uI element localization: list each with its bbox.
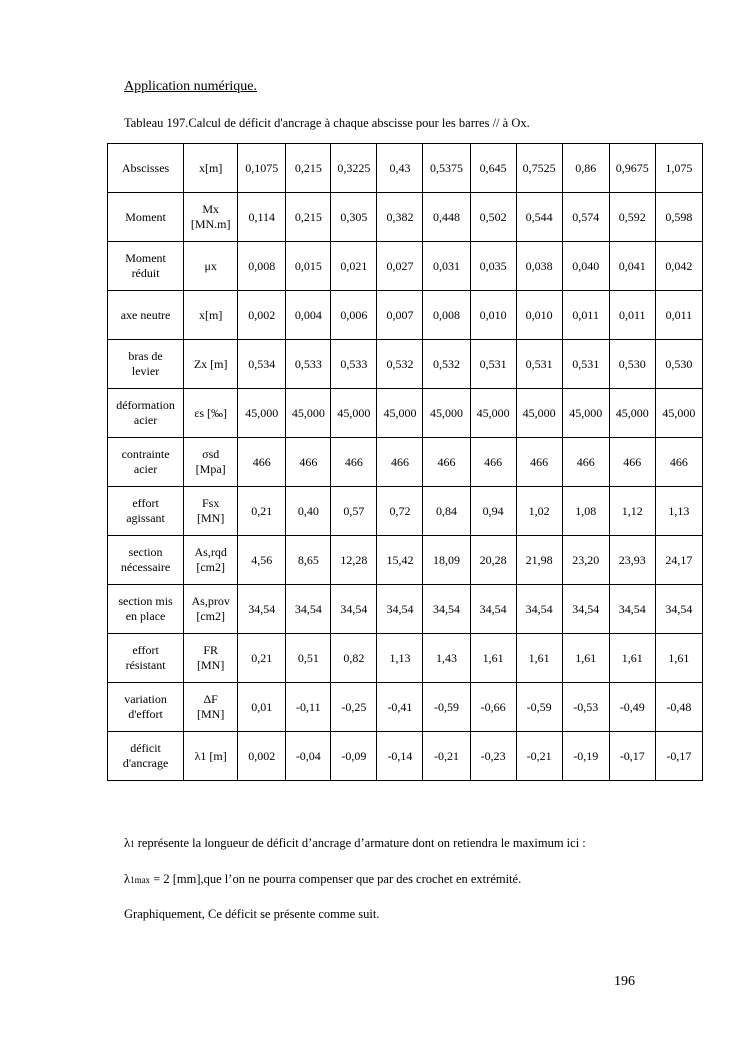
table-cell: 1,075 <box>655 144 702 193</box>
table-cell: 0,72 <box>377 487 423 536</box>
table-cell: 45,000 <box>238 389 286 438</box>
lambda1-text: représente la longueur de déficit d’ancrage d’armature dont on retiendra le maximum ici : <box>134 836 586 850</box>
table-cell: 0,027 <box>377 242 423 291</box>
row-symbol: εs [‰] <box>184 389 238 438</box>
row-symbol: Zx [m] <box>184 340 238 389</box>
table-body <box>108 144 703 781</box>
table-cell: 0,305 <box>331 193 377 242</box>
row-label: variation d'effort <box>108 683 184 732</box>
table-cell: 0,531 <box>470 340 516 389</box>
table-cell: 0,01 <box>238 683 286 732</box>
row-symbol: ΔF [MN] <box>184 683 238 732</box>
table-cell: 0,031 <box>423 242 470 291</box>
table-row <box>108 683 703 732</box>
row-label: axe neutre <box>108 291 184 340</box>
table-cell: 0,002 <box>238 732 286 781</box>
table-cell: 23,20 <box>562 536 609 585</box>
table-cell: 0,1075 <box>238 144 286 193</box>
table-cell: 0,9675 <box>609 144 655 193</box>
table-cell: 0,532 <box>423 340 470 389</box>
row-label: effort agissant <box>108 487 184 536</box>
table-cell: 0,502 <box>470 193 516 242</box>
table-cell: 0,040 <box>562 242 609 291</box>
table-cell: 0,011 <box>562 291 609 340</box>
table-cell: 45,000 <box>331 389 377 438</box>
table-cell: -0,17 <box>655 732 702 781</box>
row-label: section nécessaire <box>108 536 184 585</box>
table-cell: 466 <box>423 438 470 487</box>
table-cell: 23,93 <box>609 536 655 585</box>
table-cell: -0,25 <box>331 683 377 732</box>
table-cell: -0,11 <box>286 683 331 732</box>
table-row <box>108 732 703 781</box>
table-cell: 1,08 <box>562 487 609 536</box>
table-cell: 0,592 <box>609 193 655 242</box>
table-cell: 1,61 <box>655 634 702 683</box>
table-cell: 1,61 <box>470 634 516 683</box>
row-label: Moment <box>108 193 184 242</box>
table-row <box>108 487 703 536</box>
table-cell: 0,008 <box>238 242 286 291</box>
table-cell: -0,09 <box>331 732 377 781</box>
table-cell: 4,56 <box>238 536 286 585</box>
table-cell: 0,011 <box>609 291 655 340</box>
table-cell: 0,21 <box>238 487 286 536</box>
table-cell: 34,54 <box>238 585 286 634</box>
table-cell: 34,54 <box>470 585 516 634</box>
table-cell: 0,021 <box>331 242 377 291</box>
table-cell: 1,13 <box>377 634 423 683</box>
table-cell: 1,61 <box>516 634 562 683</box>
table-cell: 0,57 <box>331 487 377 536</box>
table-cell: 0,534 <box>238 340 286 389</box>
row-symbol: x[m] <box>184 291 238 340</box>
table-cell: 0,533 <box>286 340 331 389</box>
table-cell: 0,51 <box>286 634 331 683</box>
table-cell: 0,530 <box>609 340 655 389</box>
table-row <box>108 193 703 242</box>
table-cell: 21,98 <box>516 536 562 585</box>
anchorage-deficit-table <box>107 143 703 781</box>
table-cell: 0,574 <box>562 193 609 242</box>
table-cell: 0,382 <box>377 193 423 242</box>
table-cell: 20,28 <box>470 536 516 585</box>
table-cell: 0,041 <box>609 242 655 291</box>
table-row <box>108 389 703 438</box>
table-cell: 1,61 <box>562 634 609 683</box>
table-cell: -0,59 <box>516 683 562 732</box>
table-caption: Tableau 197.Calcul de déficit d'ancrage à chaque abscisse pour les barres // à Ox. <box>124 116 530 130</box>
table-cell: 24,17 <box>655 536 702 585</box>
table-cell: 0,531 <box>516 340 562 389</box>
table-cell: 0,43 <box>377 144 423 193</box>
section-heading: Application numérique. <box>124 79 257 94</box>
table-cell: -0,41 <box>377 683 423 732</box>
lambda-subscript: 1 <box>130 839 135 849</box>
table-cell: 45,000 <box>377 389 423 438</box>
row-label: effort résistant <box>108 634 184 683</box>
table-cell: 1,13 <box>655 487 702 536</box>
table-cell: 466 <box>609 438 655 487</box>
table-cell: 0,86 <box>562 144 609 193</box>
table-cell: -0,19 <box>562 732 609 781</box>
row-symbol: x[m] <box>184 144 238 193</box>
lambda-symbol: λ <box>124 872 131 886</box>
table-cell: 45,000 <box>655 389 702 438</box>
table-cell: 34,54 <box>655 585 702 634</box>
table-cell: 0,5375 <box>423 144 470 193</box>
table-row <box>108 634 703 683</box>
table-row <box>108 438 703 487</box>
table-row <box>108 242 703 291</box>
table-cell: 45,000 <box>470 389 516 438</box>
lambda-subscript: 1max <box>130 875 151 885</box>
table-cell: -0,48 <box>655 683 702 732</box>
table-cell: 0,011 <box>655 291 702 340</box>
row-symbol: Fsx [MN] <box>184 487 238 536</box>
table-cell: 0,533 <box>331 340 377 389</box>
row-label: contrainte acier <box>108 438 184 487</box>
table-row <box>108 291 703 340</box>
table-cell: -0,23 <box>470 732 516 781</box>
row-symbol: As,rqd [cm2] <box>184 536 238 585</box>
lambda1max-paragraph <box>124 872 521 887</box>
table-cell: 0,3225 <box>331 144 377 193</box>
table-cell: 18,09 <box>423 536 470 585</box>
table-cell: 0,532 <box>377 340 423 389</box>
table-cell: 15,42 <box>377 536 423 585</box>
table-cell: 0,215 <box>286 193 331 242</box>
table-cell: 45,000 <box>562 389 609 438</box>
table-cell: 45,000 <box>609 389 655 438</box>
table-cell: 34,54 <box>609 585 655 634</box>
table-cell: 34,54 <box>516 585 562 634</box>
table-cell: 45,000 <box>423 389 470 438</box>
table-row <box>108 585 703 634</box>
table-cell: 34,54 <box>286 585 331 634</box>
table-cell: -0,04 <box>286 732 331 781</box>
table-cell: -0,49 <box>609 683 655 732</box>
table-cell: 466 <box>562 438 609 487</box>
row-label: section mis en place <box>108 585 184 634</box>
lambda1max-text: = 2 [mm],que l’on ne pourra compenser que par des crochet en extrémité. <box>150 872 522 886</box>
row-label: Abscisses <box>108 144 184 193</box>
row-symbol: μx <box>184 242 238 291</box>
table-cell: 0,010 <box>470 291 516 340</box>
table-cell: 0,84 <box>423 487 470 536</box>
table-cell: -0,53 <box>562 683 609 732</box>
table-cell: 466 <box>331 438 377 487</box>
row-symbol: Mx [MN.m] <box>184 193 238 242</box>
table-cell: 0,645 <box>470 144 516 193</box>
table-cell: -0,17 <box>609 732 655 781</box>
table-cell: 0,82 <box>331 634 377 683</box>
table-cell: 34,54 <box>331 585 377 634</box>
table-cell: 0,004 <box>286 291 331 340</box>
table-cell: 1,43 <box>423 634 470 683</box>
table-cell: 466 <box>377 438 423 487</box>
table-cell: 0,114 <box>238 193 286 242</box>
row-label: déformation acier <box>108 389 184 438</box>
table-cell: 0,035 <box>470 242 516 291</box>
table-cell: 466 <box>238 438 286 487</box>
table-cell: 34,54 <box>377 585 423 634</box>
table-cell: -0,59 <box>423 683 470 732</box>
table-cell: 0,544 <box>516 193 562 242</box>
table-cell: 12,28 <box>331 536 377 585</box>
table-cell: 0,7525 <box>516 144 562 193</box>
table-cell: -0,66 <box>470 683 516 732</box>
table-cell: 0,007 <box>377 291 423 340</box>
table-cell: 0,010 <box>516 291 562 340</box>
table-cell: 466 <box>516 438 562 487</box>
lambda1-paragraph <box>124 836 586 851</box>
table-cell: -0,21 <box>423 732 470 781</box>
table-cell: 34,54 <box>423 585 470 634</box>
table-cell: 0,215 <box>286 144 331 193</box>
table-cell: 8,65 <box>286 536 331 585</box>
row-symbol: σsd [Mpa] <box>184 438 238 487</box>
table-cell: 45,000 <box>286 389 331 438</box>
table-cell: 466 <box>470 438 516 487</box>
table-cell: 0,448 <box>423 193 470 242</box>
row-symbol: As,prov [cm2] <box>184 585 238 634</box>
table-cell: 0,015 <box>286 242 331 291</box>
row-symbol: FR [MN] <box>184 634 238 683</box>
table-cell: 0,530 <box>655 340 702 389</box>
table-cell: 0,531 <box>562 340 609 389</box>
table-cell: 0,21 <box>238 634 286 683</box>
graph-intro-paragraph: Graphiquement, Ce déficit se présente comme suit. <box>124 907 380 921</box>
table-cell: 45,000 <box>516 389 562 438</box>
table-cell: -0,21 <box>516 732 562 781</box>
table-cell: 0,006 <box>331 291 377 340</box>
row-label: bras de levier <box>108 340 184 389</box>
table-cell: 1,12 <box>609 487 655 536</box>
table-cell: 34,54 <box>562 585 609 634</box>
lambda-symbol: λ <box>124 836 131 850</box>
row-label: Moment réduit <box>108 242 184 291</box>
table-cell: 466 <box>286 438 331 487</box>
table-cell: 1,02 <box>516 487 562 536</box>
row-label: déficit d'ancrage <box>108 732 184 781</box>
table-row <box>108 340 703 389</box>
row-symbol: λ1 [m] <box>184 732 238 781</box>
table-cell: 0,042 <box>655 242 702 291</box>
page-number: 196 <box>614 974 635 989</box>
table-cell: -0,14 <box>377 732 423 781</box>
table-cell: 466 <box>655 438 702 487</box>
table-cell: 0,002 <box>238 291 286 340</box>
table-cell: 0,94 <box>470 487 516 536</box>
table-cell: 0,40 <box>286 487 331 536</box>
table-cell: 0,598 <box>655 193 702 242</box>
table-row <box>108 536 703 585</box>
table-cell: 1,61 <box>609 634 655 683</box>
table-cell: 0,008 <box>423 291 470 340</box>
table-cell: 0,038 <box>516 242 562 291</box>
table-row <box>108 144 703 193</box>
